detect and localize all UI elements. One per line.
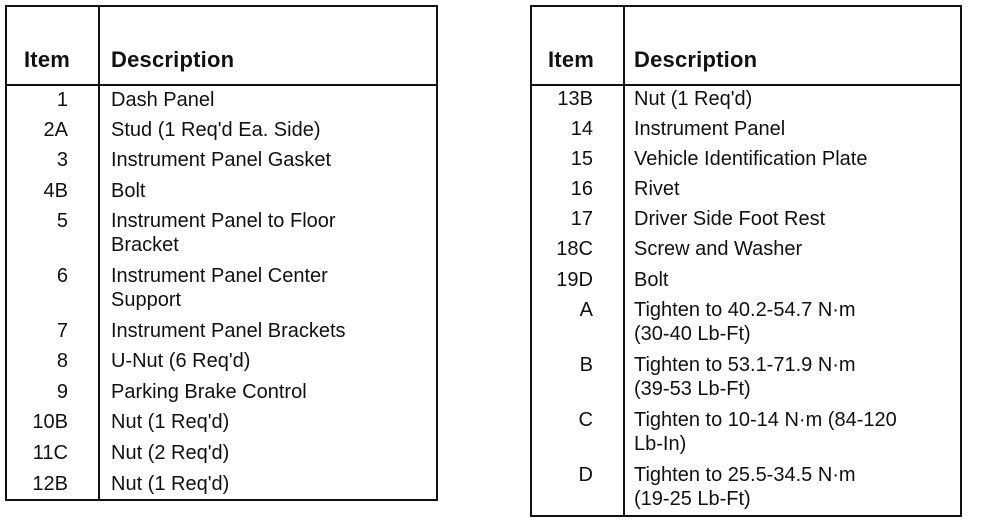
header-description: Description: [634, 47, 758, 72]
header-divider: [532, 84, 960, 86]
item-number: B: [579, 354, 593, 376]
item-number: 7: [56, 320, 68, 342]
item-description: Parking Brake Control: [111, 381, 307, 403]
item-description: Tighten to 53.1-71.9 N·m (39-53 Lb-Ft): [634, 354, 856, 400]
item-description: Tighten to 10-14 N·m (84-120 Lb-In): [634, 409, 897, 455]
item-number: 17: [570, 208, 593, 230]
item-description: Nut (2 Req'd): [111, 442, 230, 464]
item-number: 6: [56, 265, 68, 287]
header-item: Item: [548, 47, 595, 72]
item-number: 1: [56, 89, 68, 111]
item-number: 13B: [557, 88, 593, 110]
item-number: 4B: [43, 180, 68, 202]
item-description: Instrument Panel Brackets: [111, 320, 346, 342]
item-number: 19D: [556, 269, 593, 291]
item-description: Instrument Panel to Floor Bracket: [111, 210, 336, 256]
item-description: Rivet: [634, 178, 680, 200]
item-number: 14: [570, 118, 593, 140]
item-number: 11C: [32, 442, 68, 464]
item-number: 5: [56, 210, 68, 232]
item-number: D: [578, 464, 593, 486]
item-description: Driver Side Foot Rest: [634, 208, 826, 230]
item-number: 2A: [43, 119, 68, 141]
item-number: 15: [570, 148, 593, 170]
item-description: Tighten to 25.5-34.5 N·m (19-25 Lb-Ft): [634, 464, 856, 510]
item-description: Bolt: [111, 180, 146, 202]
header-divider: [7, 84, 436, 86]
item-number: 16: [570, 178, 593, 200]
item-number: 18C: [556, 238, 593, 260]
item-description: Bolt: [634, 269, 669, 291]
item-description: Instrument Panel: [634, 118, 786, 140]
item-number: A: [579, 299, 593, 321]
item-description: Vehicle Identification Plate: [634, 148, 868, 170]
item-description: Instrument Panel Center Support: [111, 265, 328, 311]
item-description: Screw and Washer: [634, 238, 803, 260]
item-number: C: [578, 409, 593, 431]
item-description: Nut (1 Req'd): [111, 473, 230, 495]
item-number: 9: [56, 381, 68, 403]
header-description: Description: [111, 47, 235, 72]
parts-table-left: [5, 5, 438, 501]
item-description: Tighten to 40.2-54.7 N·m (30-40 Lb-Ft): [634, 299, 856, 345]
header-item: Item: [24, 47, 71, 72]
item-description: Nut (1 Req'd): [111, 411, 230, 433]
item-number: 8: [56, 350, 68, 372]
item-number: 3: [56, 149, 68, 171]
item-number: 10B: [32, 411, 68, 433]
item-description: Stud (1 Req'd Ea. Side): [111, 119, 321, 141]
item-number: 12B: [32, 473, 68, 495]
column-divider: [98, 7, 100, 499]
item-description: Instrument Panel Gasket: [111, 149, 332, 171]
item-description: Nut (1 Req'd): [634, 88, 753, 110]
item-description: Dash Panel: [111, 89, 215, 111]
parts-table-right: [530, 5, 962, 517]
item-description: U-Nut (6 Req'd): [111, 350, 251, 372]
